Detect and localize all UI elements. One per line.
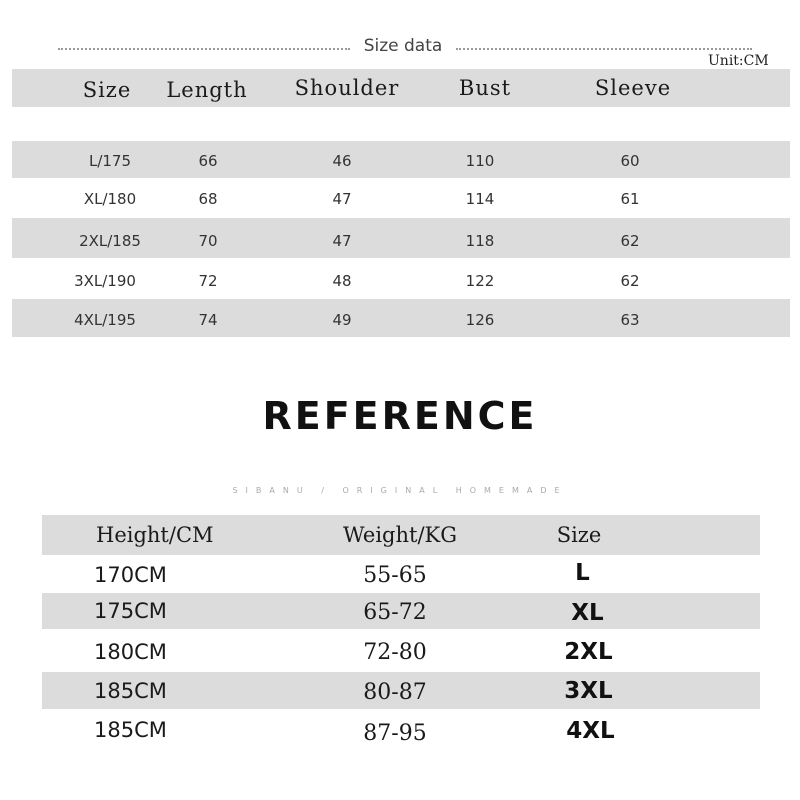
length-cell: 68 xyxy=(198,190,218,208)
size-cell: 2XL/185 xyxy=(79,232,141,250)
height-cell: 170CM xyxy=(94,563,167,587)
sleeve-cell: 60 xyxy=(620,152,640,170)
reference-title: REFERENCE xyxy=(262,394,538,438)
size-cell: L/175 xyxy=(88,152,132,170)
weight-cell: 80-87 xyxy=(363,680,427,705)
dotted-divider-right xyxy=(456,48,752,50)
size-cell: L xyxy=(575,560,590,586)
size-header-shoulder: Shoulder xyxy=(294,76,400,100)
size-data-heading xyxy=(0,36,800,60)
bust-cell: 118 xyxy=(465,232,495,250)
reference-subtitle: SIBANU / ORIGINAL HOMEMADE xyxy=(232,486,568,495)
shoulder-cell: 47 xyxy=(332,190,352,208)
bust-cell: 114 xyxy=(465,190,495,208)
size-header-size: Size xyxy=(82,78,132,102)
unit-label: Unit:CM xyxy=(708,53,769,69)
height-cell: 185CM xyxy=(94,718,167,742)
reference-header-weight: Weight/KG xyxy=(343,523,457,547)
sleeve-cell: 61 xyxy=(620,190,640,208)
sleeve-cell: 63 xyxy=(620,311,640,329)
reference-header-size: Size xyxy=(556,523,602,547)
size-cell: 3XL/190 xyxy=(74,272,136,290)
height-cell: 185CM xyxy=(94,679,167,703)
bust-cell: 126 xyxy=(465,311,495,329)
weight-cell: 65-72 xyxy=(363,600,427,625)
size-cell: 4XL xyxy=(566,718,615,744)
height-cell: 180CM xyxy=(94,640,167,664)
shoulder-cell: 47 xyxy=(332,232,352,250)
length-cell: 70 xyxy=(198,232,218,250)
size-cell: XL/180 xyxy=(83,190,137,208)
bust-cell: 122 xyxy=(465,272,495,290)
bust-cell: 110 xyxy=(465,152,495,170)
sleeve-cell: 62 xyxy=(620,272,640,290)
weight-cell: 87-95 xyxy=(363,721,427,746)
weight-cell: 55-65 xyxy=(363,563,427,588)
size-cell: 2XL xyxy=(564,639,613,665)
size-cell: XL xyxy=(571,600,604,626)
weight-cell: 72-80 xyxy=(363,640,427,665)
height-cell: 175CM xyxy=(94,599,167,623)
shoulder-cell: 49 xyxy=(332,311,352,329)
dotted-divider-left xyxy=(58,48,350,50)
shoulder-cell: 46 xyxy=(332,152,352,170)
shoulder-cell: 48 xyxy=(332,272,352,290)
reference-header-height: Height/CM xyxy=(96,523,214,547)
sleeve-cell: 62 xyxy=(620,232,640,250)
length-cell: 66 xyxy=(198,152,218,170)
length-cell: 72 xyxy=(198,272,218,290)
size-cell: 3XL xyxy=(564,678,613,704)
size-header-bust: Bust xyxy=(458,76,512,100)
size-header-sleeve: Sleeve xyxy=(594,76,672,100)
size-cell: 4XL/195 xyxy=(74,311,136,329)
size-header-length: Length xyxy=(166,78,248,102)
length-cell: 74 xyxy=(198,311,218,329)
size-data-title: Size data xyxy=(363,36,443,56)
